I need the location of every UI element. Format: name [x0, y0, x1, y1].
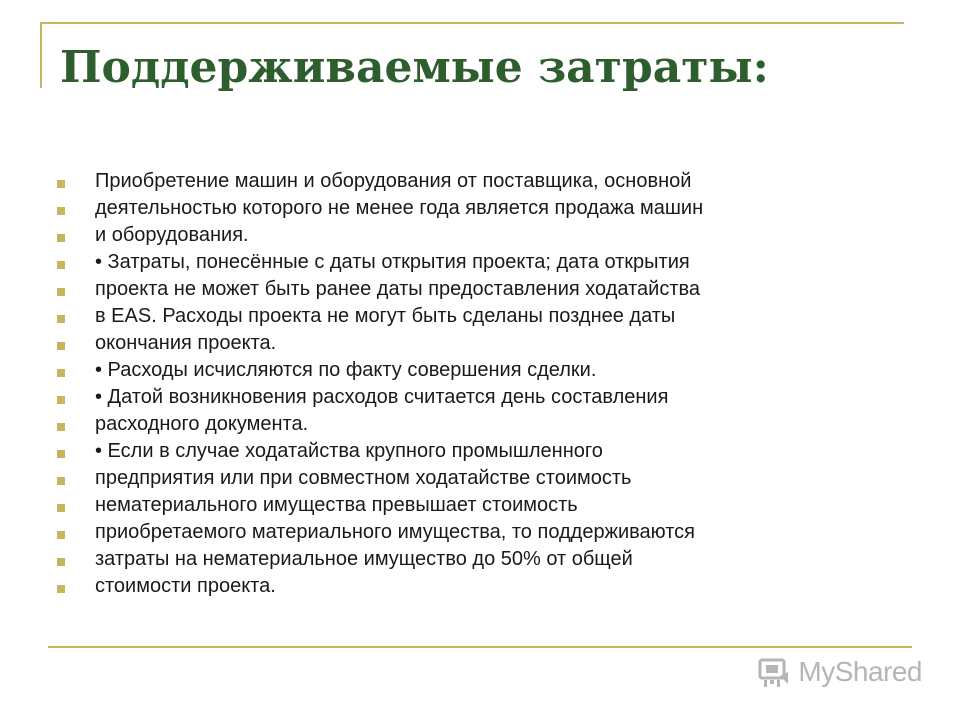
myshared-logo-icon	[756, 654, 792, 690]
bullet-text: Приобретение машин и оборудования от поставщика, основной	[95, 170, 692, 192]
bullet-square-icon	[57, 558, 65, 566]
bullet-line	[56, 384, 816, 411]
top-divider	[40, 22, 904, 24]
bullet-square-icon	[57, 315, 65, 323]
bullet-line	[56, 357, 816, 384]
bullet-list	[56, 168, 816, 600]
bullet-text: • Если в случае ходатайства крупного промышленного	[95, 440, 603, 462]
bullet-line	[56, 195, 816, 222]
bullet-line	[56, 411, 816, 438]
bullet-line	[56, 330, 816, 357]
bullet-square-icon	[57, 450, 65, 458]
bullet-line	[56, 438, 816, 465]
watermark-text: MyShared	[798, 656, 922, 687]
bullet-square-icon	[57, 207, 65, 215]
bullet-line	[56, 222, 816, 249]
left-divider	[40, 22, 42, 88]
bullet-line	[56, 546, 816, 573]
bullet-line	[56, 492, 816, 519]
bullet-line	[56, 168, 816, 195]
bullet-square-icon	[57, 234, 65, 242]
bullet-square-icon	[57, 369, 65, 377]
bullet-square-icon	[57, 261, 65, 269]
bullet-square-icon	[57, 531, 65, 539]
bullet-text: расходного документа.	[95, 413, 309, 435]
bullet-square-icon	[57, 585, 65, 593]
bullet-text: проекта не может быть ранее даты предоставления ходатайства	[95, 278, 700, 300]
bullet-text: нематериального имущества превышает стоимость	[95, 494, 578, 516]
bullet-text: предприятия или при совместном ходатайстве стоимость	[95, 467, 632, 489]
slide-title: Поддерживаемые затраты:	[60, 42, 769, 93]
bullet-line	[56, 303, 816, 330]
bullet-text: затраты на нематериальное имущество до 50% от общей	[95, 548, 633, 570]
bullet-text: • Расходы исчисляются по факту совершения сделки.	[95, 359, 597, 381]
bullet-square-icon	[57, 477, 65, 485]
bullet-text: в EAS. Расходы проекта не могут быть сделаны позднее даты	[95, 305, 676, 327]
bullet-text: приобретаемого материального имущества, то поддерживаются	[95, 521, 695, 543]
bullet-square-icon	[57, 423, 65, 431]
bullet-line	[56, 276, 816, 303]
bullet-text: и оборудования.	[95, 224, 249, 246]
bullet-line	[56, 519, 816, 546]
watermark	[756, 654, 922, 690]
bullet-text: • Затраты, понесённые с даты открытия проекта; дата открытия	[95, 251, 690, 273]
bullet-square-icon	[57, 504, 65, 512]
bottom-divider	[48, 646, 912, 648]
bullet-text: окончания проекта.	[95, 332, 277, 354]
bullet-text: деятельностью которого не менее года является продажа машин	[95, 197, 704, 219]
bullet-square-icon	[57, 180, 65, 188]
bullet-square-icon	[57, 342, 65, 350]
bullet-line	[56, 249, 816, 276]
bullet-text: • Датой возникновения расходов считается день составления	[95, 386, 669, 408]
bullet-square-icon	[57, 396, 65, 404]
bullet-line	[56, 465, 816, 492]
bullet-square-icon	[57, 288, 65, 296]
bullet-text: стоимости проекта.	[95, 575, 276, 597]
bullet-line	[56, 573, 816, 600]
